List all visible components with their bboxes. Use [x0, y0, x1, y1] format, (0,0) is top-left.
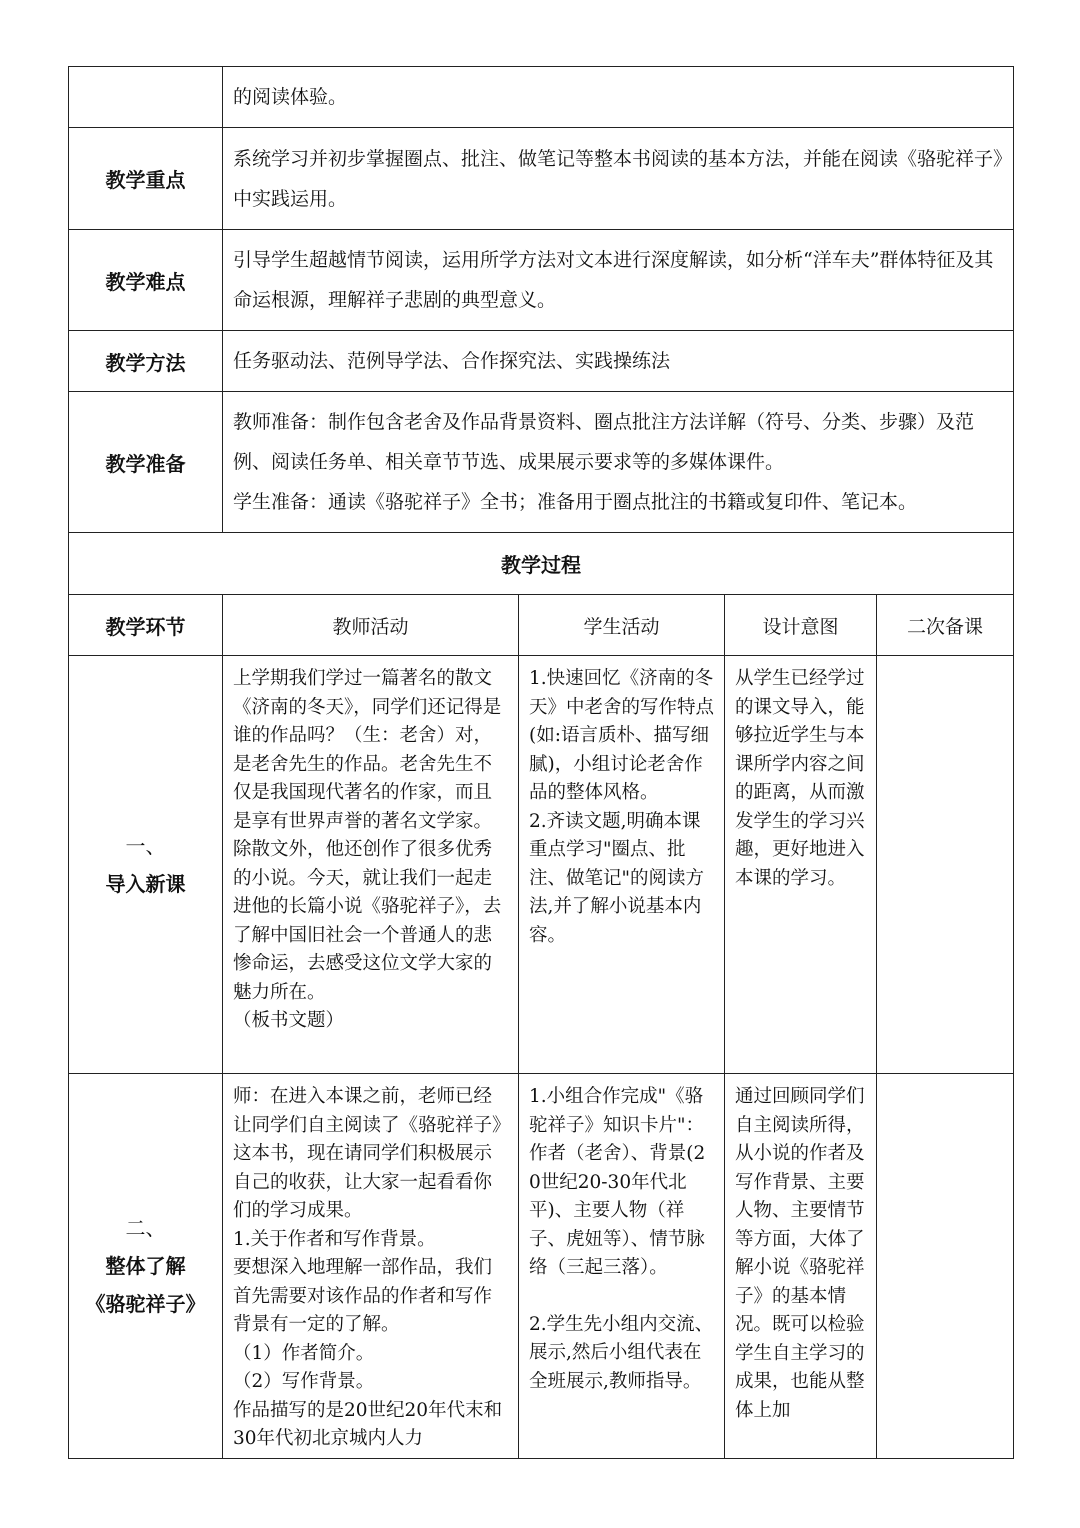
stage-number: 一、 [125, 833, 166, 858]
header-stage: 教学环节 [69, 595, 223, 656]
key-points-label: 教学重点 [69, 128, 223, 230]
preparation-row [69, 392, 1014, 533]
student-activity-cell [519, 656, 725, 1074]
header-design-intent: 设计意图 [725, 595, 877, 656]
teacher-activity-text: 师：在进入本课之前，老师已经让同学们自主阅读了《骆驼祥子》这本书，现在请同学们积极展示自己的收获，让大家一起看看你们的学习成果。 [233, 1086, 502, 1221]
teacher-activity-cell [223, 656, 519, 1074]
student-activity-text: 1.快速回忆《济南的冬天》中老舍的写作特点(如:语言质朴、描写细腻)，小组讨论老舍作品的整体风格。 [529, 668, 715, 803]
process-title-row [69, 533, 1014, 595]
header-row [69, 595, 1014, 656]
teacher-activity-text: 1.关于作者和写作背景。 [233, 1228, 436, 1250]
difficulties-row [69, 230, 1014, 331]
preparation-label: 教学准备 [69, 392, 223, 533]
lesson-plan-table [68, 66, 1014, 1459]
process-title: 教学过程 [69, 533, 1014, 595]
teacher-activity-text: （板书文题） [233, 1010, 345, 1031]
preparation-content [223, 392, 1014, 533]
header-secondary-prep: 二次备课 [877, 595, 1014, 656]
stage-number: 二、 [125, 1216, 166, 1240]
teacher-preparation: 教师准备：制作包含老舍及作品背景资料、圈点批注方法详解（符号、分类、步骤）及范例、阅读任务单、相关章节节选、成果展示要求等的多媒体课件。 [233, 411, 975, 473]
top-row-content: 的阅读体验。 [223, 67, 1014, 128]
teacher-activity-text: 作品描写的是20世纪20年代末和30年代初北京城内人力 [233, 1399, 503, 1449]
methods-content: 任务驱动法、范例导学法、合作探究法、实践操练法 [223, 331, 1014, 392]
key-points-row [69, 128, 1014, 230]
stage-row [69, 656, 1014, 1074]
key-points-content: 系统学习并初步掌握圈点、批注、做笔记等整本书阅读的基本方法，并能在阅读《骆驼祥子》中实践运用。 [223, 128, 1014, 230]
stage-row [69, 1074, 1014, 1459]
student-activity-cell [519, 1074, 725, 1459]
teacher-activity-text: （1）作者简介。 [233, 1342, 375, 1364]
design-intent-cell: 从学生已经学过的课文导入，能够拉近学生与本课所学内容之间的距离，从而激发学生的学习兴趣，更好地进入本课的学习。 [725, 656, 877, 1074]
difficulties-label: 教学难点 [69, 230, 223, 331]
secondary-prep-cell [877, 656, 1014, 1074]
stage-label [69, 1074, 223, 1459]
stage-name: 导入新课 [105, 871, 186, 896]
student-activity-text: 1.小组合作完成"《骆驼祥子》知识卡片"：作者（老舍）、背景(20世纪20-30年代北平)、主要人物（祥子、虎妞等）、情节脉络（三起三落）。 [529, 1086, 706, 1278]
methods-row [69, 331, 1014, 392]
design-intent-cell: 通过回顾同学们自主阅读所得，从小说的作者及写作背景、主要人物、主要情节等方面，大体了解小说《骆驼祥子》的基本情况。既可以检验学生自主学习的成果，也能从整体上加 [725, 1074, 877, 1459]
paragraph-gap [529, 1283, 716, 1311]
teacher-activity-text: （2）写作背景。 [233, 1371, 375, 1392]
header-student-activity: 学生活动 [519, 595, 725, 656]
teacher-activity-text: 要想深入地理解一部作品，我们首先需要对该作品的作者和写作背景有一定的了解。 [233, 1257, 493, 1335]
top-row-label-cell [69, 67, 223, 128]
stage-book-title: 《骆驼祥子》 [85, 1292, 206, 1316]
top-row [69, 67, 1014, 128]
teacher-activity-cell [223, 1074, 519, 1459]
stage-label [69, 656, 223, 1074]
secondary-prep-cell [877, 1074, 1014, 1459]
student-activity-text: 2.齐读文题,明确本课重点学习"圈点、批注、做笔记"的阅读方法,并了解小说基本内容。 [529, 810, 705, 946]
difficulties-content: 引导学生超越情节阅读，运用所学方法对文本进行深度解读，如分析“洋车夫”群体特征及其命运根源，理解祥子悲剧的典型意义。 [223, 230, 1014, 331]
teacher-activity-text: 上学期我们学过一篇著名的散文《济南的冬天》，同学们还记得是谁的作品吗？（生：老舍）对，是老舍先生的作品。老舍先生不仅是我国现代著名的作家，而且是享有世界声誉的著名文学家。除散文外，他还创作了很多优秀的小说。今天，就让我们一起走进他的长篇小说《骆驼祥子》，去了解中国旧社会一个普通人的悲惨命运，去感受这位文学大家的魅力所在。 [233, 668, 502, 1003]
student-preparation: 学生准备：通读《骆驼祥子》全书；准备用于圈点批注的书籍或复印件、笔记本。 [233, 491, 918, 513]
methods-label: 教学方法 [69, 331, 223, 392]
student-activity-text: 2.学生先小组内交流、展示,然后小组代表在全班展示,教师指导。 [529, 1313, 714, 1392]
stage-name: 整体了解 [105, 1254, 186, 1278]
header-teacher-activity: 教师活动 [223, 595, 519, 656]
